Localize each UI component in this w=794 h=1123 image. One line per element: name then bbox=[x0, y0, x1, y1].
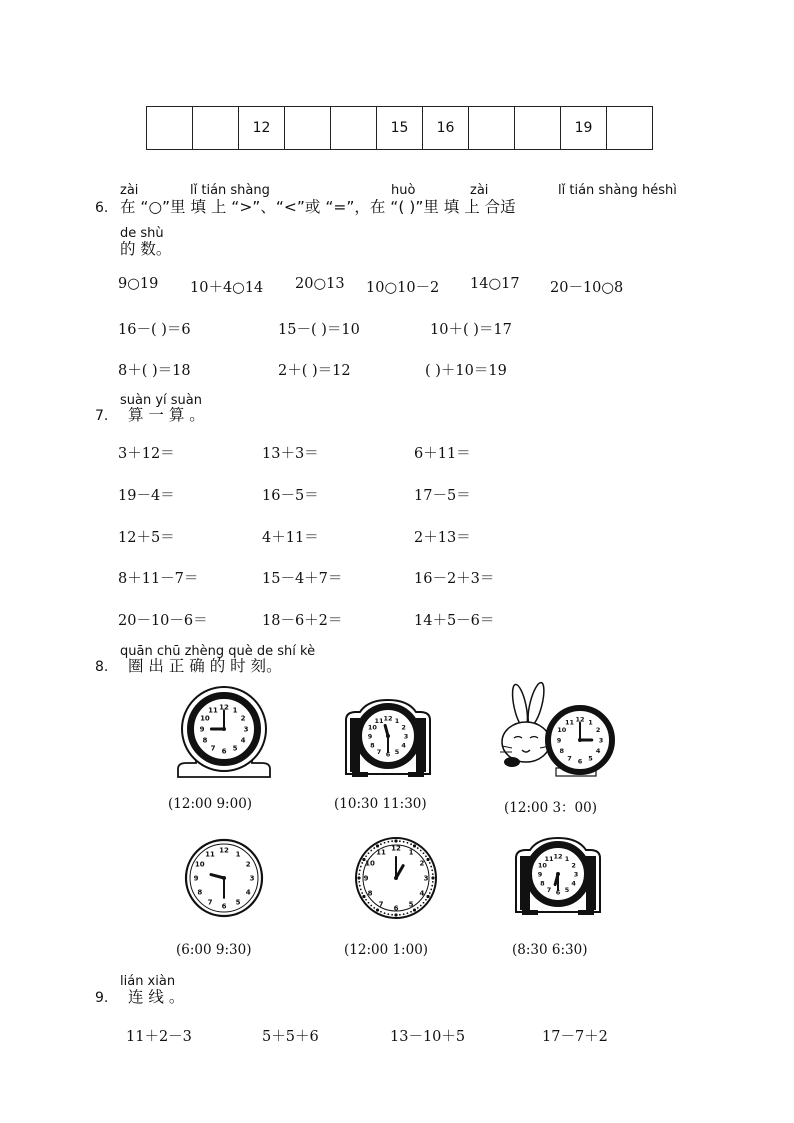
svg-text:4: 4 bbox=[419, 889, 425, 898]
round-clock-icon bbox=[184, 838, 264, 918]
svg-text:3: 3 bbox=[249, 874, 255, 883]
svg-text:6: 6 bbox=[221, 747, 227, 756]
svg-text:10: 10 bbox=[194, 860, 205, 869]
svg-text:2: 2 bbox=[240, 714, 246, 723]
svg-text:11: 11 bbox=[205, 850, 215, 859]
svg-text:7: 7 bbox=[567, 754, 572, 763]
svg-text:11: 11 bbox=[374, 716, 384, 725]
clock-caption[interactable]: (6:00 9:30) bbox=[176, 942, 252, 958]
fill-blank-item[interactable]: 10＋( )＝17 bbox=[430, 322, 512, 338]
svg-text:3: 3 bbox=[573, 870, 579, 879]
q6-pinyin-litianshang: lǐ tián shàng bbox=[190, 183, 270, 198]
arithmetic-problem[interactable]: 17－5＝ bbox=[414, 488, 471, 504]
number-row bbox=[147, 107, 653, 150]
svg-text:5: 5 bbox=[408, 900, 414, 909]
arithmetic-problem[interactable]: 15－4＋7＝ bbox=[262, 571, 343, 587]
q6-pinyin-zai-2: zài bbox=[470, 183, 489, 198]
svg-text:4: 4 bbox=[595, 747, 601, 755]
number-cell[interactable] bbox=[193, 107, 239, 150]
svg-text:9: 9 bbox=[363, 874, 369, 883]
q9-pinyin: lián xiàn bbox=[120, 974, 176, 989]
arithmetic-problem[interactable]: 6＋11＝ bbox=[414, 446, 471, 462]
svg-text:3: 3 bbox=[403, 732, 409, 741]
svg-text:8: 8 bbox=[367, 889, 373, 898]
number-cell: 16 bbox=[423, 107, 469, 150]
q8-number: 8. bbox=[95, 659, 109, 675]
fill-blank-item[interactable]: ( )＋10＝19 bbox=[425, 363, 507, 379]
q6-pinyin-line2: de shù bbox=[120, 226, 164, 241]
svg-text:1: 1 bbox=[588, 718, 593, 727]
svg-text:6: 6 bbox=[393, 904, 399, 913]
svg-text:9: 9 bbox=[193, 874, 199, 883]
svg-text:12: 12 bbox=[575, 715, 585, 724]
compare-item[interactable]: 10○10－2 bbox=[366, 280, 440, 296]
svg-text:9: 9 bbox=[556, 736, 562, 745]
q7-number: 7. bbox=[95, 408, 109, 424]
svg-text:1: 1 bbox=[235, 850, 241, 859]
pedestal-clock-icon bbox=[172, 683, 276, 781]
number-cell[interactable] bbox=[331, 107, 377, 150]
svg-text:6: 6 bbox=[221, 902, 227, 911]
svg-text:11: 11 bbox=[564, 718, 575, 727]
number-row-table bbox=[146, 106, 653, 150]
svg-text:8: 8 bbox=[197, 888, 203, 897]
number-cell[interactable] bbox=[285, 107, 331, 150]
svg-text:8: 8 bbox=[202, 736, 208, 745]
svg-text:8: 8 bbox=[559, 747, 565, 755]
svg-text:10: 10 bbox=[200, 714, 210, 723]
match-expression[interactable]: 17－7＋2 bbox=[542, 1029, 608, 1045]
compare-item[interactable]: 9○19 bbox=[118, 276, 159, 292]
svg-text:4: 4 bbox=[245, 888, 251, 897]
number-cell: 15 bbox=[377, 107, 423, 150]
svg-text:7: 7 bbox=[376, 748, 382, 757]
clock-caption[interactable]: (8:30 6:30) bbox=[512, 942, 588, 958]
q6-number: 6. bbox=[95, 200, 109, 216]
svg-text:1: 1 bbox=[564, 854, 570, 863]
compare-item[interactable]: 10＋4○14 bbox=[190, 280, 264, 296]
svg-text:1: 1 bbox=[232, 706, 238, 715]
svg-text:6: 6 bbox=[385, 750, 391, 759]
q6-instruction-line1: 在 “○”里 填 上 “>”、“<”或 “=”，在 “( )”里 填 上 合适 bbox=[120, 198, 516, 216]
svg-text:5: 5 bbox=[232, 744, 238, 753]
svg-text:10: 10 bbox=[367, 723, 377, 732]
clock-caption[interactable]: (10:30 11:30) bbox=[334, 796, 427, 812]
svg-text:5: 5 bbox=[588, 754, 593, 763]
fill-blank-item[interactable]: 2＋( )＝12 bbox=[278, 363, 351, 379]
q6-pinyin-zai: zài bbox=[120, 183, 139, 198]
q7-pinyin: suàn yí suàn bbox=[120, 393, 203, 408]
svg-text:10: 10 bbox=[557, 726, 567, 734]
arithmetic-problem[interactable]: 16－5＝ bbox=[262, 488, 319, 504]
arithmetic-problem[interactable]: 3＋12＝ bbox=[118, 446, 175, 462]
svg-text:2: 2 bbox=[419, 859, 425, 868]
svg-text:9: 9 bbox=[367, 732, 373, 741]
svg-text:5: 5 bbox=[235, 898, 241, 907]
arithmetic-problem[interactable]: 2＋13＝ bbox=[414, 530, 471, 546]
svg-text:7: 7 bbox=[210, 744, 216, 753]
compare-item[interactable]: 20○13 bbox=[295, 276, 345, 292]
svg-text:2: 2 bbox=[595, 726, 601, 734]
svg-text:12: 12 bbox=[219, 703, 229, 712]
number-cell: 12 bbox=[239, 107, 285, 150]
svg-text:3: 3 bbox=[243, 725, 249, 734]
svg-text:6: 6 bbox=[577, 757, 583, 766]
q9-number: 9. bbox=[95, 990, 109, 1006]
q6-pinyin-huo: huò bbox=[391, 183, 416, 198]
svg-text:5: 5 bbox=[564, 886, 570, 895]
mantel-clock-icon bbox=[508, 836, 608, 916]
svg-text:2: 2 bbox=[245, 860, 251, 869]
q8-pinyin: quān chū zhèng què de shí kè bbox=[120, 644, 316, 659]
svg-text:11: 11 bbox=[376, 848, 386, 857]
bunny-clock-icon bbox=[498, 680, 616, 780]
svg-text:4: 4 bbox=[401, 741, 406, 750]
number-cell[interactable] bbox=[147, 107, 193, 150]
fill-blank-item[interactable]: 15－( )＝10 bbox=[278, 322, 360, 338]
svg-text:10: 10 bbox=[365, 859, 375, 868]
number-cell[interactable] bbox=[469, 107, 515, 150]
svg-text:12: 12 bbox=[553, 852, 563, 861]
svg-text:11: 11 bbox=[208, 706, 218, 715]
arithmetic-problem[interactable]: 19－4＝ bbox=[118, 488, 175, 504]
arithmetic-problem[interactable]: 20－10－6＝ bbox=[118, 613, 208, 629]
svg-text:4: 4 bbox=[240, 736, 246, 745]
arithmetic-problem[interactable]: 12＋5＝ bbox=[118, 530, 175, 546]
svg-text:2: 2 bbox=[571, 861, 576, 870]
arithmetic-problem[interactable]: 18－6＋2＝ bbox=[262, 613, 343, 629]
mantel-clock-icon bbox=[338, 698, 438, 778]
svg-text:2: 2 bbox=[401, 723, 406, 732]
clock-caption[interactable]: (12:00 1:00) bbox=[344, 942, 429, 958]
q8-instruction: 圈 出 正 确 的 时 刻。 bbox=[128, 657, 282, 675]
number-cell[interactable] bbox=[515, 107, 561, 150]
arithmetic-problem[interactable]: 4＋11＝ bbox=[262, 530, 319, 546]
svg-text:12: 12 bbox=[383, 714, 393, 723]
q6-pinyin-litianshang-heshi: lǐ tián shàng héshì bbox=[558, 183, 677, 198]
fill-blank-item[interactable]: 8＋( )＝18 bbox=[118, 363, 191, 379]
svg-text:6: 6 bbox=[555, 888, 561, 897]
svg-text:11: 11 bbox=[544, 854, 554, 863]
match-expression[interactable]: 13－10＋5 bbox=[390, 1029, 466, 1045]
arithmetic-problem[interactable]: 14＋5－6＝ bbox=[414, 613, 495, 629]
svg-text:5: 5 bbox=[394, 748, 400, 757]
arithmetic-problem[interactable]: 16－2＋3＝ bbox=[414, 571, 495, 587]
match-expression[interactable]: 11＋2－3 bbox=[126, 1029, 192, 1045]
dotted-clock-icon bbox=[354, 836, 438, 920]
q9-instruction: 连 线 。 bbox=[128, 988, 185, 1006]
q6-instruction-line2: 的 数。 bbox=[120, 240, 172, 258]
svg-text:1: 1 bbox=[408, 848, 414, 857]
svg-text:8: 8 bbox=[370, 741, 375, 750]
svg-text:9: 9 bbox=[537, 870, 543, 879]
svg-text:4: 4 bbox=[571, 879, 576, 888]
match-expression[interactable]: 5＋5＋6 bbox=[262, 1029, 319, 1045]
svg-text:3: 3 bbox=[423, 874, 429, 883]
number-cell[interactable] bbox=[607, 107, 653, 150]
number-cell: 19 bbox=[561, 107, 607, 150]
clock-caption[interactable]: (12:00 3：00) bbox=[504, 800, 597, 816]
svg-text:10: 10 bbox=[537, 861, 547, 870]
svg-text:7: 7 bbox=[546, 886, 552, 895]
fill-blank-item[interactable]: 16－( )＝6 bbox=[118, 322, 191, 338]
svg-text:9: 9 bbox=[199, 725, 205, 734]
svg-text:12: 12 bbox=[219, 846, 229, 855]
svg-text:12: 12 bbox=[391, 844, 401, 853]
compare-item[interactable]: 20－10○8 bbox=[550, 280, 624, 296]
svg-text:3: 3 bbox=[598, 736, 604, 745]
q7-instruction: 算 一 算 。 bbox=[128, 406, 205, 424]
arithmetic-problem[interactable]: 13＋3＝ bbox=[262, 446, 319, 462]
arithmetic-problem[interactable]: 8＋11－7＝ bbox=[118, 571, 199, 587]
svg-text:7: 7 bbox=[378, 900, 384, 909]
svg-text:7: 7 bbox=[207, 898, 213, 907]
compare-item[interactable]: 14○17 bbox=[470, 276, 520, 292]
clock-caption[interactable]: (12:00 9:00) bbox=[168, 796, 253, 812]
svg-text:1: 1 bbox=[394, 716, 400, 725]
svg-text:8: 8 bbox=[540, 879, 545, 888]
